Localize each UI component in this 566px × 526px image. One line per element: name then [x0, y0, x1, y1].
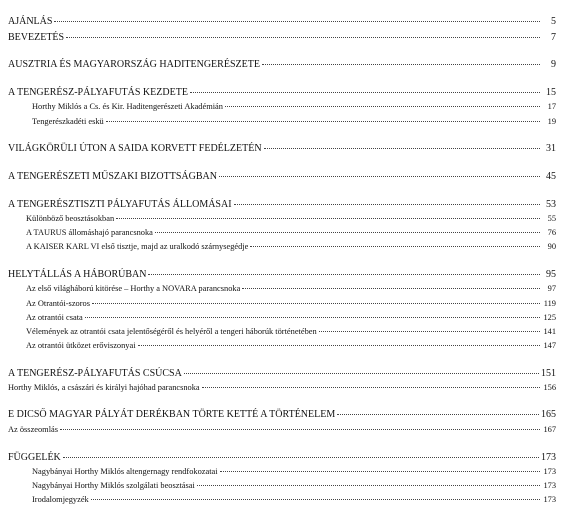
toc-entry-page: 125 — [543, 313, 556, 322]
toc-entry-title: Vélemények az otrantói csata jelentőségéről és helyéről a tengeri háborúk történetében — [26, 327, 317, 336]
toc-entry-title: A TENGERÉSZTISZTI PÁLYAFUTÁS ÁLLOMÁSAI — [8, 199, 232, 210]
toc-entry-page: 53 — [546, 199, 556, 210]
toc-entry-title: A TENGERÉSZ-PÁLYAFUTÁS CSÚCSA — [8, 368, 182, 379]
toc-entry-title: Nagybányai Horthy Miklós altengernagy rendfokozatai — [32, 467, 218, 476]
toc-entry — [8, 337, 556, 350]
toc-entry — [8, 13, 556, 26]
toc-leader-dots — [264, 138, 540, 149]
toc-leader-dots — [202, 377, 540, 388]
toc-leader-dots — [184, 363, 539, 374]
toc-entry-title: Az otrantói ütközet erőviszonyai — [26, 341, 136, 350]
toc-entry — [8, 113, 556, 126]
toc-leader-dots — [91, 489, 540, 500]
toc-leader-dots — [220, 461, 540, 472]
toc-entry-page: 76 — [547, 228, 556, 237]
toc-leader-dots — [242, 278, 540, 289]
toc-entry-page: 141 — [543, 327, 556, 336]
toc-entry-page: 9 — [551, 59, 556, 70]
toc-entry-page: 119 — [543, 299, 556, 308]
toc-entry-title: E DICSŐ MAGYAR PÁLYÁT DERÉKBAN TÖRTE KETTÉ A TÖRTÉNELEM — [8, 409, 336, 420]
toc-entry-title: A TAURUS állomáshajó parancsnoka — [26, 228, 153, 237]
toc-entry-title: HELYTÁLLÁS A HÁBORÚBAN — [8, 269, 147, 280]
toc-entry — [8, 379, 556, 392]
toc-entry-title: Irodalomjegyzék — [32, 495, 89, 504]
toc-entry-title: FÜGGELÉK — [8, 452, 61, 463]
toc-entry — [8, 98, 556, 111]
toc-entry — [8, 280, 556, 293]
toc-leader-dots — [262, 54, 540, 65]
toc-leader-dots — [219, 166, 540, 177]
toc-entry-page: 15 — [546, 87, 556, 98]
toc-leader-dots — [319, 321, 540, 332]
toc-entry-title: Az összeomlás — [8, 425, 59, 434]
toc-entry-page: 156 — [543, 383, 556, 392]
toc-leader-dots — [66, 27, 540, 38]
toc-entry — [8, 491, 556, 504]
toc-entry-title: AJÁNLÁS — [8, 16, 53, 27]
toc-entry-title: Horthy Miklós a Cs. és Kir. Haditengerészeti Akadémián — [32, 102, 223, 111]
toc-entry-page: 55 — [547, 214, 556, 223]
toc-leader-dots — [116, 208, 540, 219]
toc-entry — [8, 168, 556, 181]
toc-leader-dots — [155, 222, 540, 233]
toc-entry-title: Horthy Miklós, a császári és királyi hajóhad parancsnoka — [8, 383, 200, 392]
toc-leader-dots — [60, 419, 540, 430]
toc-leader-dots — [190, 82, 540, 93]
toc-entry — [8, 29, 556, 42]
toc-entry-page: 173 — [541, 452, 556, 463]
toc-entry-page: 165 — [541, 409, 556, 420]
toc-entry — [8, 56, 556, 69]
table-of-contents — [8, 0, 556, 526]
toc-entry-title: Az első világháború kitörése – Horthy a NOVARA parancsnoka — [26, 284, 241, 293]
toc-entry-page: 147 — [543, 341, 556, 350]
toc-leader-dots — [197, 475, 540, 486]
toc-entry-title: A KAISER KARL VI első tisztje, majd az uralkodó szárnysegédje — [26, 242, 249, 251]
toc-entry-title: A TENGERÉSZETI MŰSZAKI BIZOTTSÁGBAN — [8, 171, 217, 182]
toc-leader-dots — [54, 11, 540, 22]
toc-entry-page: 90 — [547, 242, 556, 251]
toc-entry-page: 167 — [543, 425, 556, 434]
toc-entry-page: 151 — [541, 368, 556, 379]
toc-leader-dots — [337, 404, 539, 415]
toc-entry-title: Tengerészkadéti eskü — [32, 117, 104, 126]
toc-entry-title: Az Otrantói-szoros — [26, 299, 90, 308]
toc-leader-dots — [250, 236, 540, 247]
toc-entry-title: Különböző beosztásokban — [26, 214, 115, 223]
toc-leader-dots — [92, 293, 540, 304]
toc-leader-dots — [148, 264, 540, 275]
toc-leader-dots — [106, 111, 540, 122]
toc-entry-page: 45 — [546, 171, 556, 182]
toc-entry-page: 31 — [546, 143, 556, 154]
toc-entry — [8, 421, 556, 434]
toc-entry-title: VILÁGKÖRÜLI ÚTON A SAIDA KORVETT FEDÉLZETÉN — [8, 143, 262, 154]
toc-entry-title: AUSZTRIA ÉS MAGYARORSZÁG HADITENGERÉSZETE — [8, 59, 260, 70]
toc-leader-dots — [85, 307, 540, 318]
toc-entry-page: 95 — [546, 269, 556, 280]
toc-entry-page: 7 — [551, 32, 556, 43]
toc-entry — [8, 406, 556, 419]
toc-leader-dots — [225, 96, 540, 107]
toc-entry-page: 5 — [551, 16, 556, 27]
toc-entry-page: 173 — [543, 467, 556, 476]
toc-leader-dots — [234, 194, 540, 205]
toc-entry-page: 19 — [547, 117, 556, 126]
toc-entry-page: 173 — [543, 481, 556, 490]
toc-entry-title: Az otrantói csata — [26, 313, 83, 322]
toc-entry — [8, 238, 556, 251]
toc-entry-title: A TENGERÉSZ-PÁLYAFUTÁS KEZDETE — [8, 87, 188, 98]
toc-entry-page: 97 — [547, 284, 556, 293]
toc-leader-dots — [138, 335, 540, 346]
toc-entry-page: 173 — [543, 495, 556, 504]
toc-leader-dots — [63, 447, 539, 458]
toc-entry-title: BEVEZETÉS — [8, 32, 65, 43]
toc-entry-page: 17 — [547, 102, 556, 111]
toc-entry-title: Nagybányai Horthy Miklós szolgálati beosztásai — [32, 481, 195, 490]
toc-entry — [8, 140, 556, 153]
